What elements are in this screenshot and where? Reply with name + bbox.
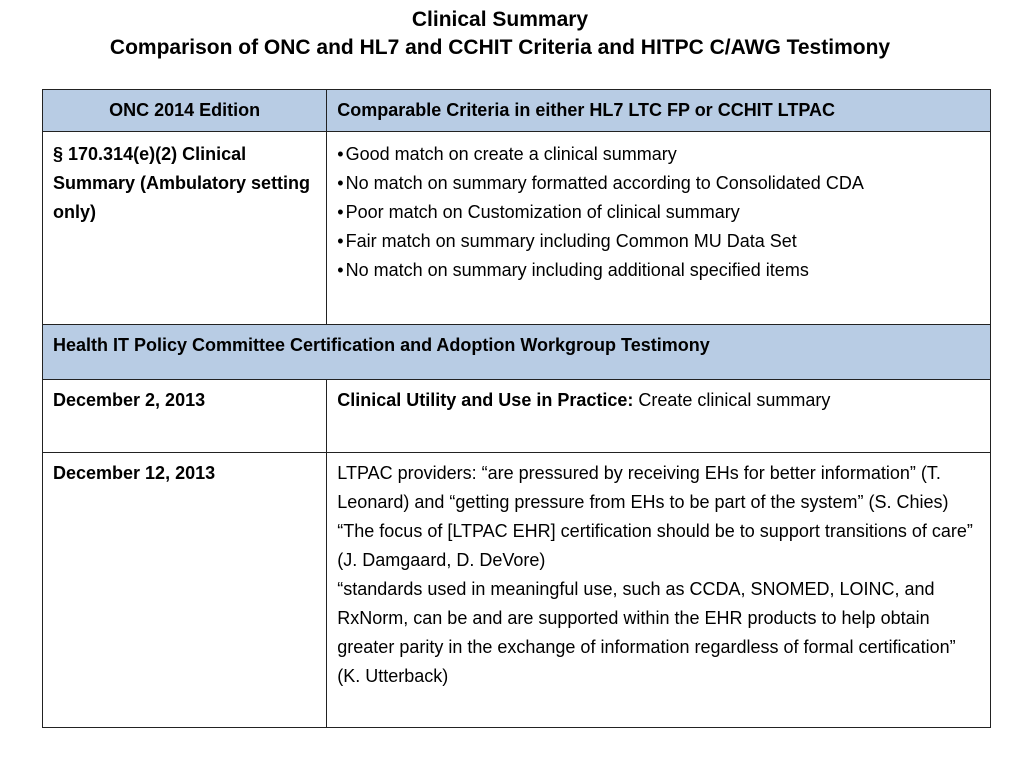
- criteria-bullet-list: [337, 140, 980, 285]
- table-header-row: [43, 90, 991, 132]
- criteria-reference: § 170.314(e)(2) Clinical Summary (Ambulatory setting only): [43, 132, 327, 325]
- list-item: • Poor match on Customization of clinical summary: [337, 198, 980, 227]
- list-item: • Good match on create a clinical summary: [337, 140, 980, 169]
- header-onc-edition: ONC 2014 Edition: [43, 90, 327, 132]
- testimony-lead: Clinical Utility and Use in Practice:: [337, 390, 634, 410]
- title-line-1: Clinical Summary: [411, 8, 589, 31]
- list-item: • Fair match on summary including Common MU Data Set: [337, 227, 980, 256]
- testimony-date: December 12, 2013: [43, 453, 327, 728]
- table-row: [43, 380, 991, 453]
- comparison-table: [42, 89, 991, 728]
- testimony-paragraph: “The focus of [LTPAC EHR] certification should be to support transitions of care” (J. Damgaard, D. DeVore): [337, 521, 973, 570]
- header-comparable-criteria: Comparable Criteria in either HL7 LTC FP or CCHIT LTPAC: [327, 90, 991, 132]
- table-row-criteria: [43, 132, 991, 325]
- table-row: [43, 453, 991, 728]
- list-item: • No match on summary including additional specified items: [337, 256, 980, 285]
- testimony-text: Create clinical summary: [633, 390, 831, 410]
- criteria-comparison-cell: [327, 132, 991, 325]
- testimony-date: December 2, 2013: [43, 380, 327, 453]
- testimony-content: [327, 453, 991, 728]
- slide-title: [0, 6, 1000, 62]
- testimony-paragraph: LTPAC providers: “are pressured by receiving EHs for better information” (T. Leonard) and “getting pressure from EHs to be part of the system” (S. Chies): [337, 463, 949, 512]
- title-line-2: Comparison of ONC and HL7 and CCHIT Criteria and HITPC C/AWG Testimony: [109, 36, 891, 59]
- list-item: • No match on summary formatted according to Consolidated CDA: [337, 169, 980, 198]
- section-header-hitpc: Health IT Policy Committee Certification and Adoption Workgroup Testimony: [43, 325, 991, 380]
- testimony-paragraph: “standards used in meaningful use, such as CCDA, SNOMED, LOINC, and RxNorm, can be and are supported within the EHR products to help obtain greater parity in the exchange of information regardless of formal certification” (K. Utterback): [337, 579, 956, 686]
- testimony-content: [327, 380, 991, 453]
- table-section-header-row: [43, 325, 991, 380]
